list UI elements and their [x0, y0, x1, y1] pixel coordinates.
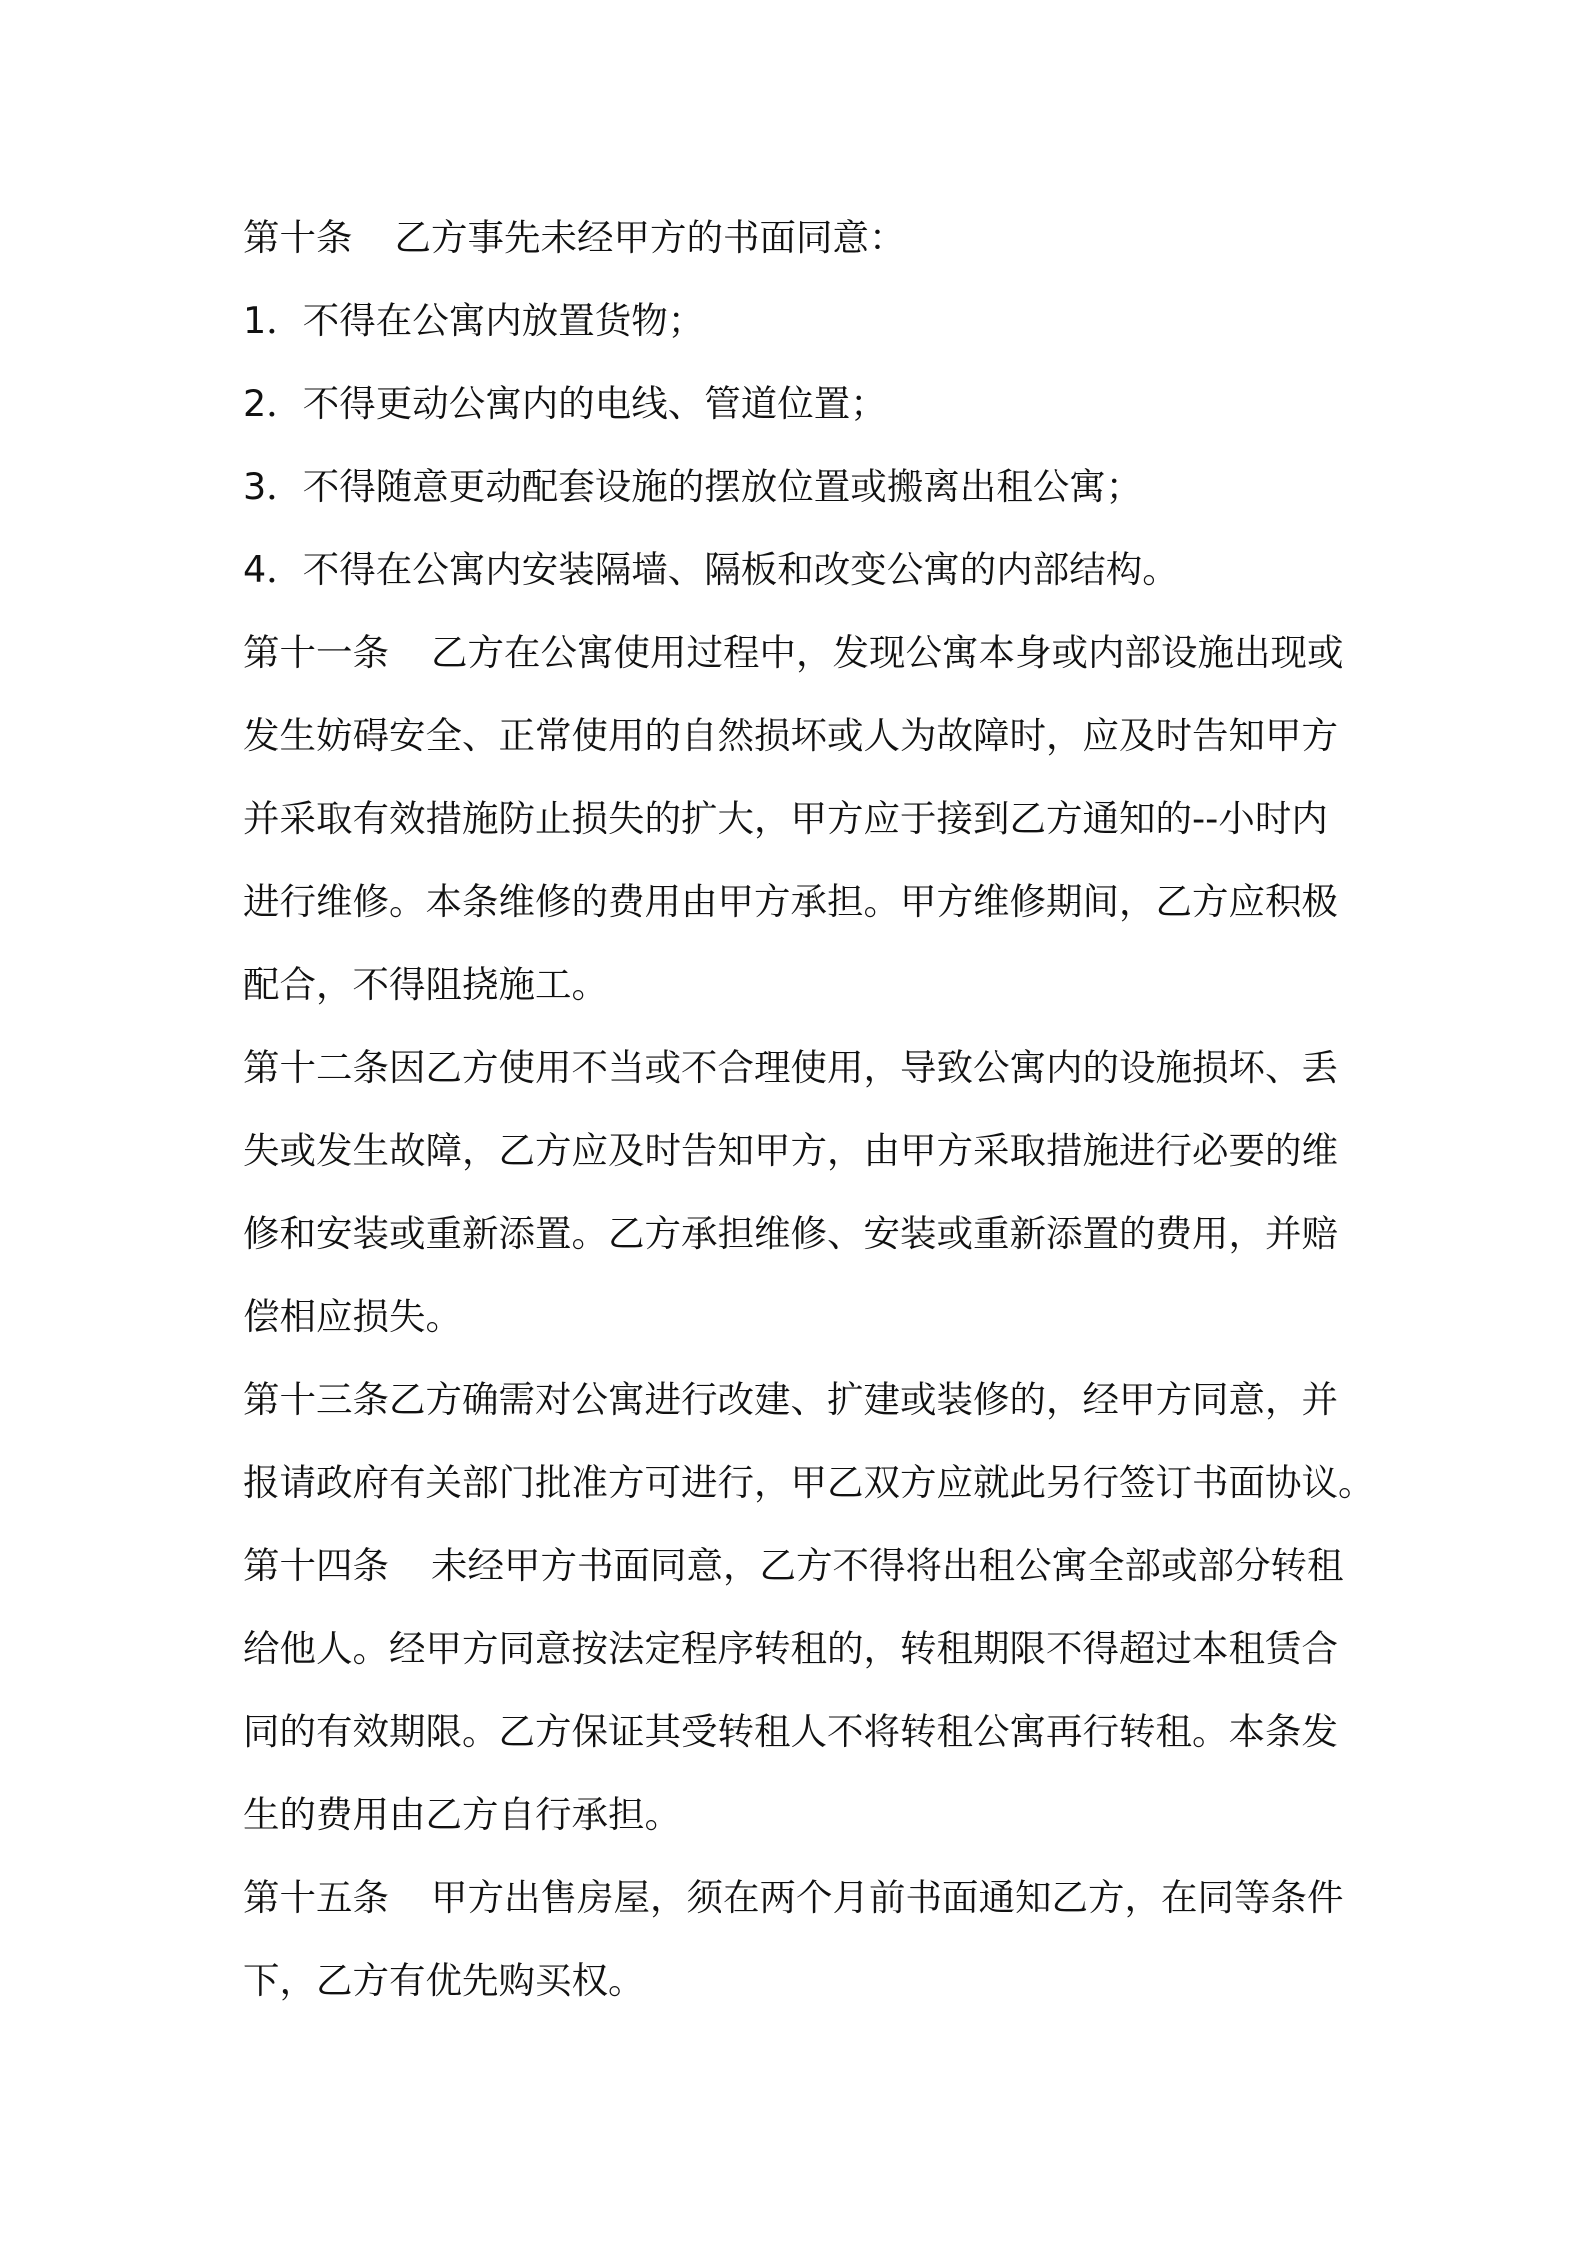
text-line [243, 1524, 1363, 1607]
document-body [243, 196, 1375, 2022]
text-line: 1．不得在公寓内放置货物； [243, 299, 705, 342]
article-heading: 第十四条 [243, 1544, 389, 1587]
line-text: 甲方出售房屋，须在两个月前书面通知乙方，在同等条件 [431, 1876, 1344, 1919]
text-line [243, 1856, 1363, 1939]
text-line: 同的有效期限。乙方保证其受转租人不将转租公寓再行转租。本条发 [243, 1710, 1338, 1753]
text-line: 4．不得在公寓内安装隔墙、隔板和改变公寓的内部结构。 [243, 548, 1179, 591]
text-line [243, 611, 1363, 694]
text-line: 修和安装或重新添置。乙方承担维修、安装或重新添置的费用，并赔 [243, 1212, 1338, 1255]
article-heading: 第十一条 [243, 631, 389, 674]
text-line: 第十二条因乙方使用不当或不合理使用，导致公寓内的设施损坏、丢 [243, 1046, 1338, 1089]
text-line: 2．不得更动公寓内的电线、管道位置； [243, 382, 887, 425]
text-line: 下，乙方有优先购买权。 [243, 1959, 645, 2002]
text-line: 进行维修。本条维修的费用由甲方承担。甲方维修期间，乙方应积极 [243, 880, 1338, 923]
text-line [243, 196, 1363, 279]
text-line: 配合，不得阻挠施工。 [243, 963, 608, 1006]
text-line: 失或发生故障，乙方应及时告知甲方，由甲方采取措施进行必要的维 [243, 1129, 1338, 1172]
text-line: 第十三条乙方确需对公寓进行改建、扩建或装修的，经甲方同意，并 [243, 1378, 1338, 1421]
line-text: 乙方事先未经甲方的书面同意： [394, 216, 906, 259]
text-line: 报请政府有关部门批准方可进行，甲乙双方应就此另行签订书面协议。 [243, 1461, 1375, 1504]
text-line: 给他人。经甲方同意按法定程序转租的，转租期限不得超过本租赁合 [243, 1627, 1338, 1670]
text-line: 生的费用由乙方自行承担。 [243, 1793, 681, 1836]
article-heading: 第十五条 [243, 1876, 389, 1919]
text-line: 3．不得随意更动配套设施的摆放位置或搬离出租公寓； [243, 465, 1143, 508]
text-line: 发生妨碍安全、正常使用的自然损坏或人为故障时，应及时告知甲方 [243, 714, 1338, 757]
line-text: 乙方在公寓使用过程中，发现公寓本身或内部设施出现或 [431, 631, 1344, 674]
text-line: 并采取有效措施防止损失的扩大，甲方应于接到乙方通知的--小时内 [243, 797, 1328, 840]
line-text: 未经甲方书面同意，乙方不得将出租公寓全部或部分转租 [431, 1544, 1344, 1587]
article-heading: 第十条 [243, 216, 353, 259]
text-line: 偿相应损失。 [243, 1295, 462, 1338]
